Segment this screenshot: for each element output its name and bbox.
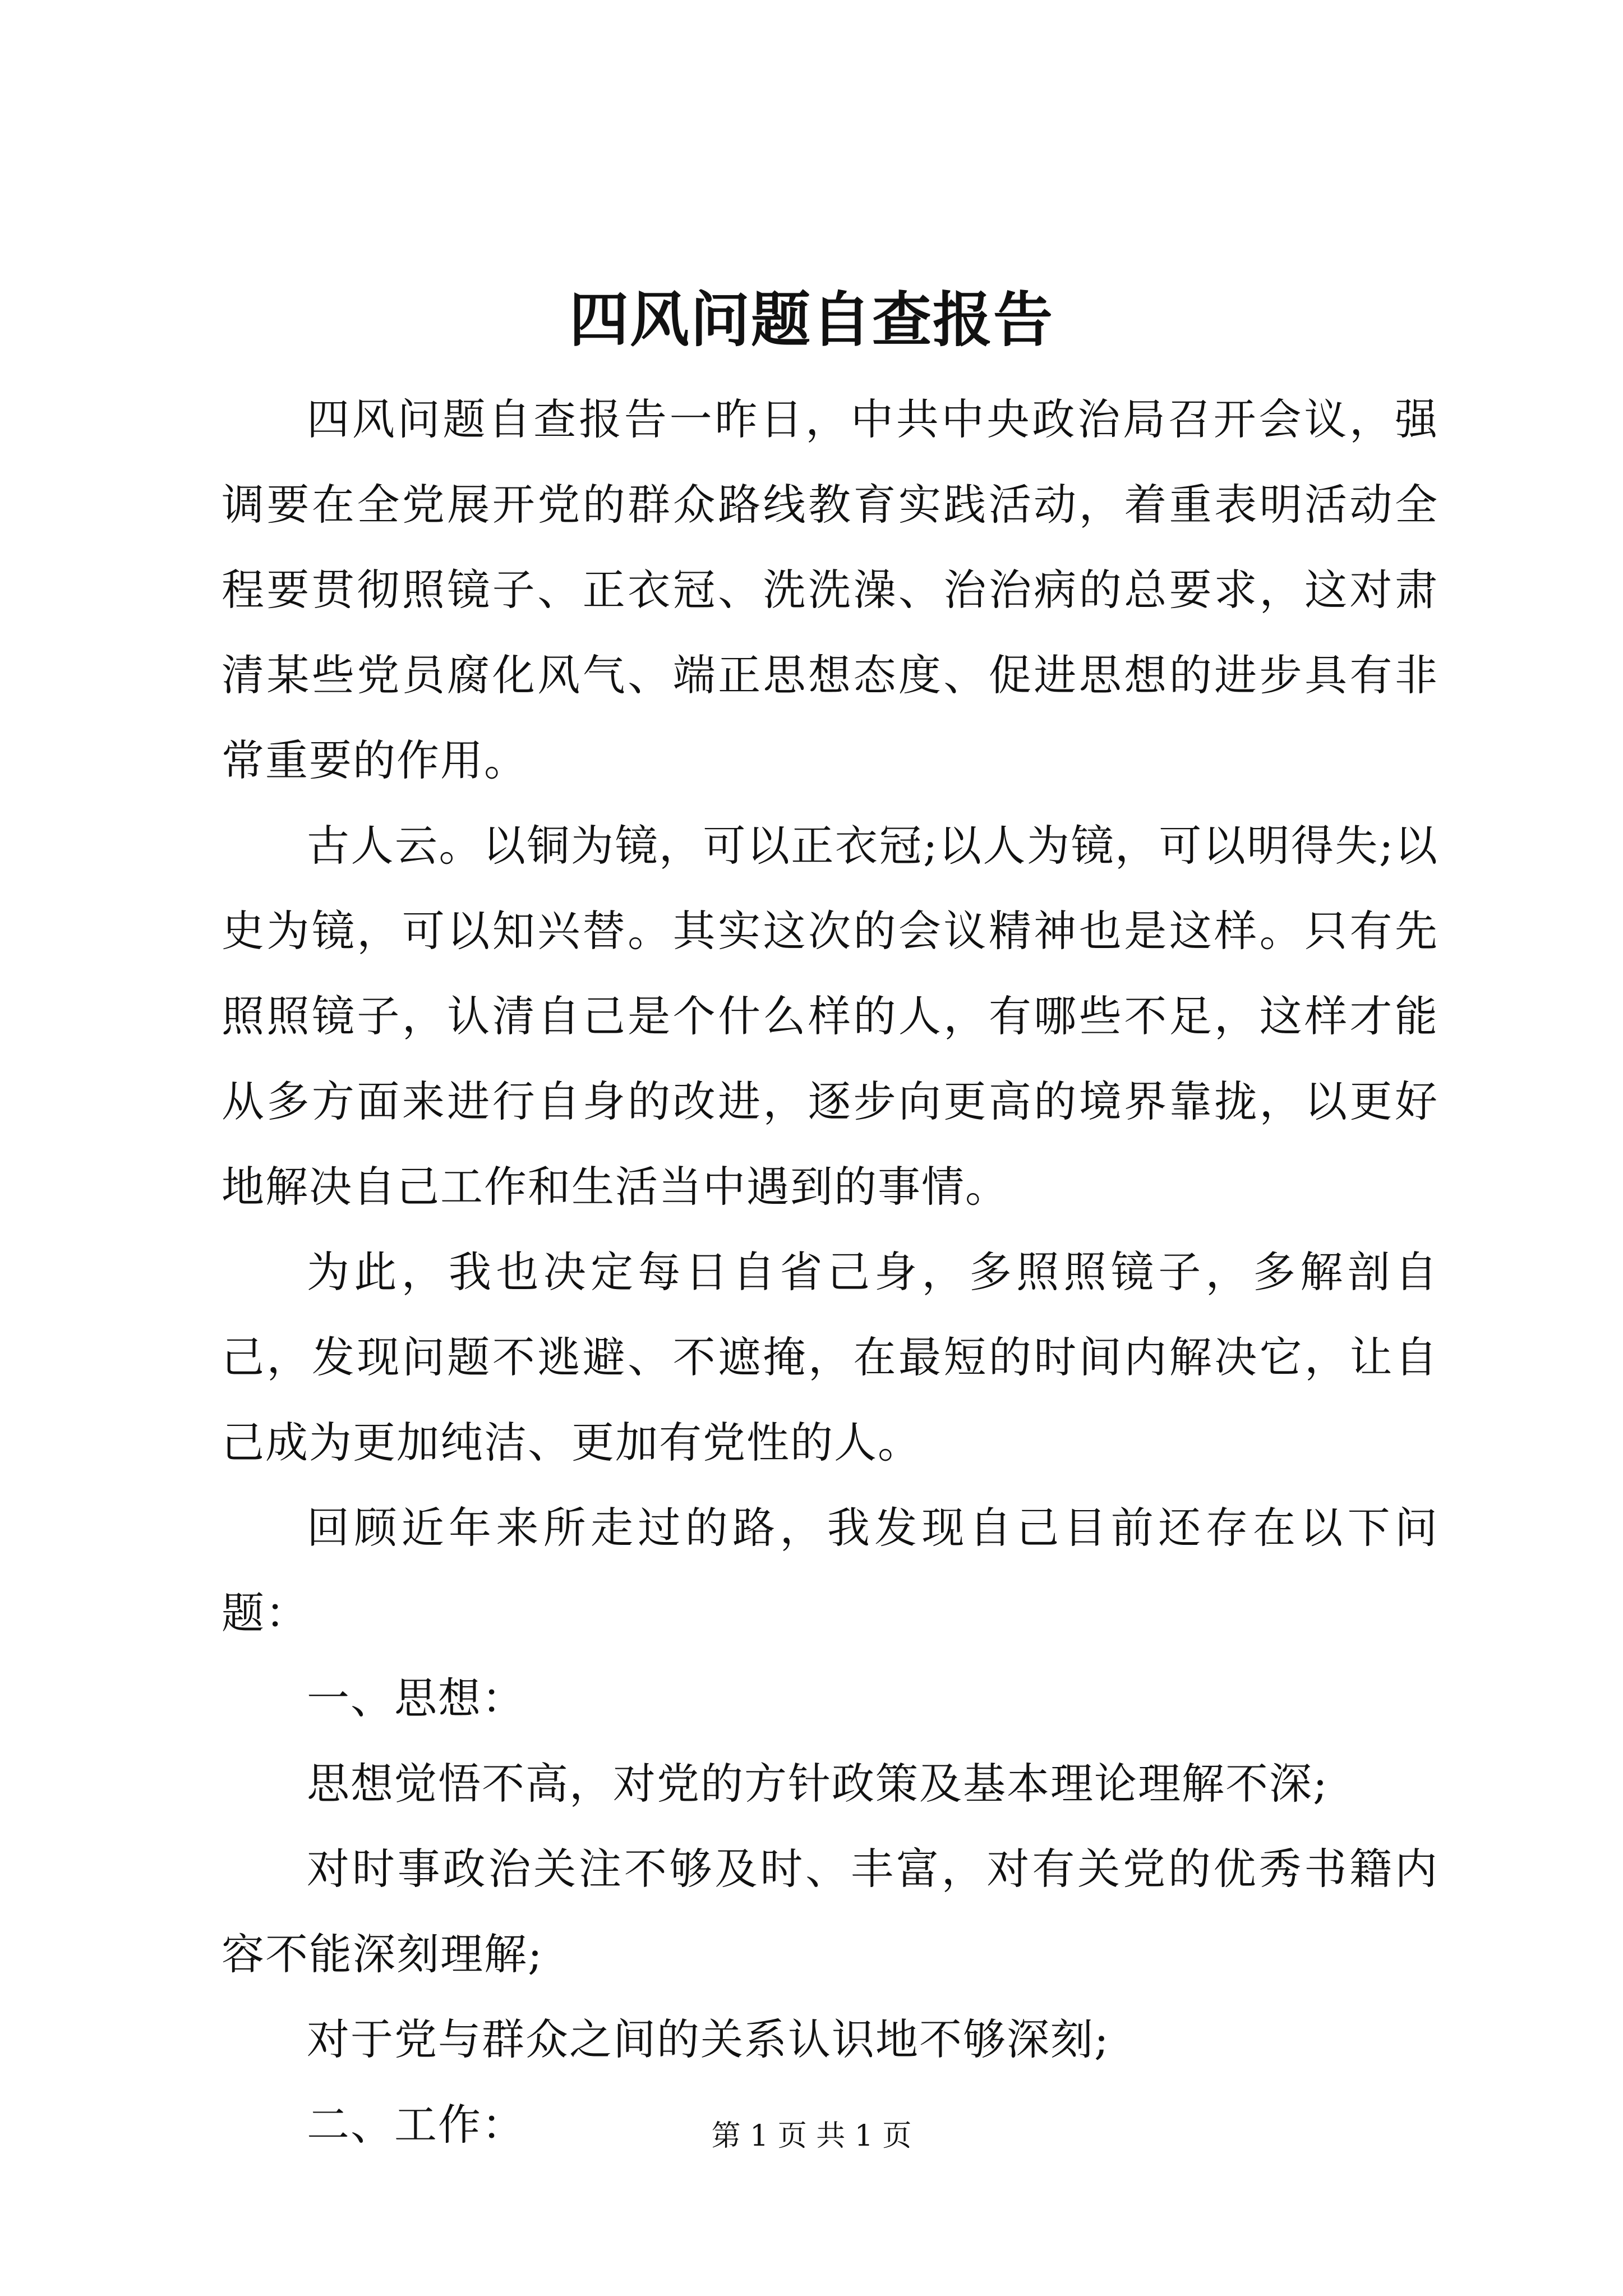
document-title: 四风问题自查报告 xyxy=(569,284,1054,355)
paragraph-resolution: 为此，我也决定每日自省己身，多照照镜子，多解剖自己，发现问题不逃避、不遮掩，在最短的时间内解决它，让自己成为更加纯洁、更加有党性的人。 xyxy=(222,1247,1438,1467)
paragraph-review: 回顾近年来所走过的路，我发现自己目前还存在以下问题： xyxy=(222,1503,1438,1638)
list-item-thought-1: 思想觉悟不高，对党的方针政策及基本理论理解不深; xyxy=(307,1759,1329,1809)
paragraph-quote: 古人云。以铜为镜，可以正衣冠;以人为镜，可以明得失;以史为镜，可以知兴替。其实这次的会议精神也是这样。只有先照照镜子，认清自己是个什么样的人，有哪些不足，这样才能从多方面来进行自身的改进，逐步向更高的境界靠拢，以更好地解决自己工作和生活当中遇到的事情。 xyxy=(222,821,1438,1212)
section-heading-thought: 一、思想： xyxy=(307,1673,525,1723)
list-item-thought-2: 对时事政治关注不够及时、丰富，对有关党的优秀书籍内容不能深刻理解; xyxy=(222,1844,1438,1979)
list-item-thought-3: 对于党与群众之间的关系认识地不够深刻; xyxy=(307,2014,1110,2064)
paragraph-intro: 四风问题自查报告一昨日，中共中央政治局召开会议，强调要在全党展开党的群众路线教育实践活动，着重表明活动全程要贯彻照镜子、正衣冠、洗洗澡、治治病的总要求，这对肃清某些党员腐化风气、端正思想态度、促进思想的进步具有非常重要的作用。 xyxy=(222,394,1438,785)
page-footer: 第 1 页 共 1 页 xyxy=(711,2119,912,2153)
section-heading-work: 二、工作： xyxy=(307,2100,525,2150)
document-body xyxy=(222,377,1438,2168)
